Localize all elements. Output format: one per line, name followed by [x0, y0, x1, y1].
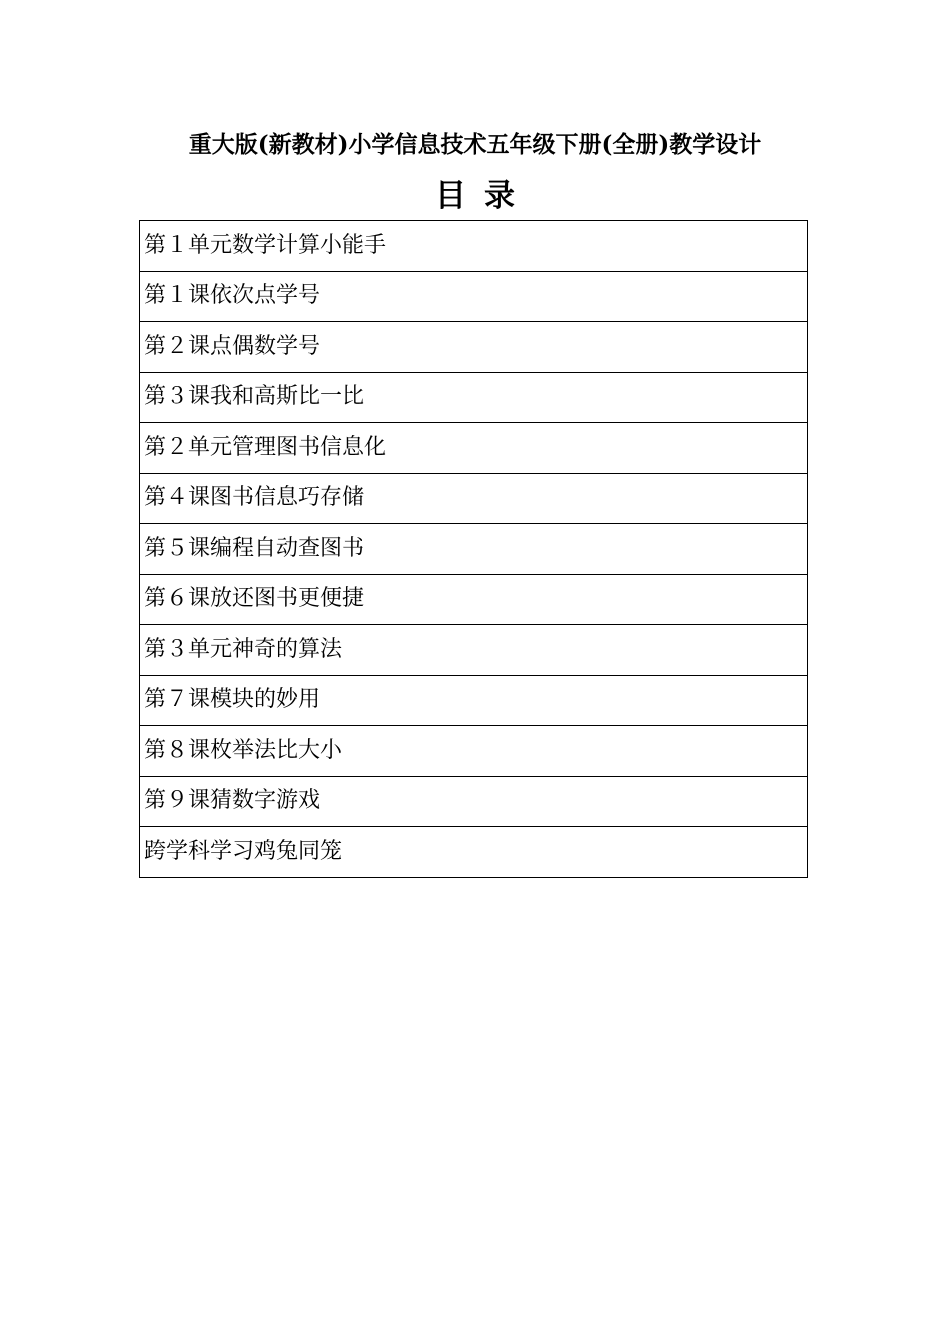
toc-heading: 目录: [435, 178, 533, 214]
toc-entry-lesson-9: 第９课猜数字游戏: [140, 776, 808, 827]
document-title: 重大版(新教材)小学信息技术五年级下册(全册)教学设计: [188, 131, 762, 158]
toc-entry-lesson-8: 第８课枚举法比大小: [140, 726, 808, 777]
toc-entry-lesson-2: 第２课点偶数学号: [140, 322, 808, 373]
toc-row: [140, 675, 808, 726]
toc-row: [140, 221, 808, 272]
toc-row: [140, 372, 808, 423]
toc-entry-interdisciplinary: 跨学科学习鸡兔同笼: [140, 827, 808, 878]
toc-entry-unit-2: 第２单元管理图书信息化: [140, 423, 808, 474]
toc-entry-lesson-7: 第７课模块的妙用: [140, 675, 808, 726]
toc-entry-lesson-1: 第１课依次点学号: [140, 271, 808, 322]
toc-row: [140, 423, 808, 474]
toc-entry-unit-3: 第３单元神奇的算法: [140, 625, 808, 676]
toc-entry-lesson-3: 第３课我和高斯比一比: [140, 372, 808, 423]
toc-row: [140, 726, 808, 777]
toc-entry-lesson-5: 第５课编程自动查图书: [140, 524, 808, 575]
toc-row: [140, 574, 808, 625]
toc-row: [140, 322, 808, 373]
toc-entry-lesson-4: 第４课图书信息巧存储: [140, 473, 808, 524]
toc-entry-lesson-6: 第６课放还图书更便捷: [140, 574, 808, 625]
toc-row: [140, 625, 808, 676]
toc-table: [139, 220, 808, 878]
toc-row: [140, 827, 808, 878]
toc-entry-unit-1: 第１单元数学计算小能手: [140, 221, 808, 272]
toc-row: [140, 776, 808, 827]
toc-row: [140, 271, 808, 322]
toc-row: [140, 524, 808, 575]
toc-row: [140, 473, 808, 524]
